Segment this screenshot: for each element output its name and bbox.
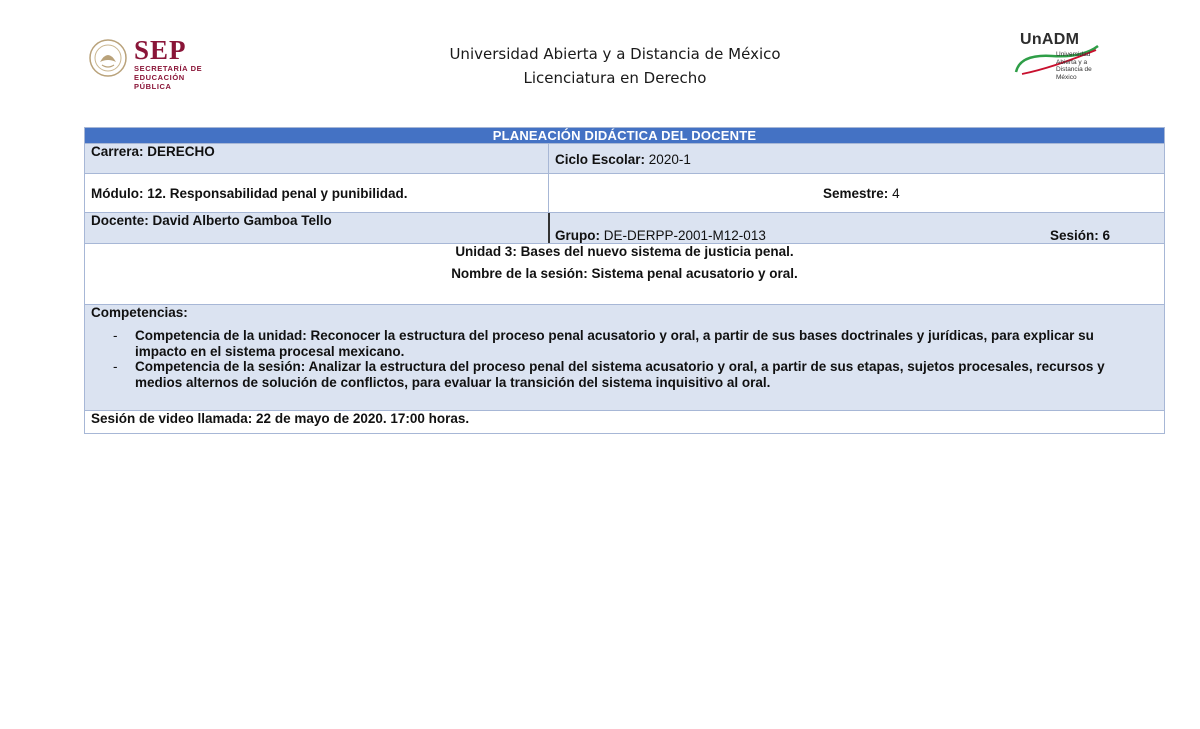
bullet-dash: - (113, 328, 118, 343)
row-docente (85, 213, 1164, 244)
grupo-value: DE-DERPP-2001-M12-013 (603, 228, 766, 243)
ciclo-value: 2020-1 (648, 152, 691, 167)
sep-line2: EDUCACIÓN PÚBLICA (134, 73, 185, 91)
competencia-sesion: Competencia de la sesión: Analizar la estructura del proceso penal del sistema acusatorio y oral, a partir de sus etapas, sujetos procesales, recursos y medios alternos de solución de conflictos, para evaluar la transición del sistema inquisitivo al oral. (135, 359, 1105, 390)
unidad-title: Unidad 3: Bases del nuevo sistema de justicia penal. (455, 244, 794, 259)
semestre-value: 4 (892, 186, 900, 201)
unadm-logo (1012, 28, 1102, 81)
bullet-dash: - (113, 359, 118, 374)
list-item (113, 328, 1143, 359)
unadm-line1: Universidad Abierta y a (1056, 51, 1091, 66)
videollamada-text: Sesión de video llamada: 22 de mayo de 2020. 17:00 horas. (91, 411, 470, 426)
ciclo-label: Ciclo Escolar: (555, 152, 646, 167)
unadm-subtitle (1056, 51, 1102, 81)
row-carrera (85, 144, 1164, 174)
divider (548, 144, 549, 173)
planning-table (84, 127, 1165, 434)
program-name: Licenciatura en Derecho (523, 69, 707, 87)
sep-name: SEP (134, 35, 187, 65)
sesion-label: Sesión: (1050, 228, 1099, 243)
sesion-value: 6 (1102, 228, 1111, 243)
sesion-cell (1050, 228, 1110, 244)
competencias-label: Competencias: (91, 305, 188, 320)
modulo-cell (91, 186, 408, 202)
carrera-label: Carrera: (91, 144, 144, 159)
competencia-unidad: Competencia de la unidad: Reconocer la estructura del proceso penal acusatorio y oral, a partir de sus bases doctrinales y jurídicas, para explicar su impacto en el sistema procesal mexicano. (135, 328, 1094, 359)
carrera-value: DERECHO (147, 144, 215, 159)
grupo-cell (555, 228, 766, 244)
row-unidad (85, 244, 1164, 305)
unadm-name: UnADM (1020, 31, 1080, 48)
table-title: PLANEACIÓN DIDÁCTICA DEL DOCENTE (85, 128, 1164, 144)
sep-line1: SECRETARÍA DE (134, 64, 203, 73)
divider (548, 213, 550, 243)
university-name: Universidad Abierta y a Distancia de México (449, 45, 781, 63)
ciclo-cell (555, 152, 691, 168)
row-videollamada (85, 411, 1164, 433)
competencias-list (113, 328, 1143, 390)
docente-value: David Alberto Gamboa Tello (152, 213, 332, 228)
docente-label: Docente: (91, 213, 149, 228)
row-competencias (85, 305, 1164, 411)
modulo-label: Módulo: (91, 186, 144, 201)
semestre-cell (823, 186, 900, 202)
semestre-label: Semestre: (823, 186, 889, 201)
list-item (113, 359, 1143, 390)
modulo-value: 12. Responsabilidad penal y punibilidad. (147, 186, 408, 201)
divider (548, 174, 549, 212)
session-name: Nombre de la sesión: Sistema penal acusatorio y oral. (451, 266, 798, 281)
row-modulo (85, 174, 1164, 213)
unadm-line2: Distancia de México (1056, 66, 1092, 81)
grupo-label: Grupo: (555, 228, 600, 243)
carrera-cell (91, 144, 215, 160)
docente-cell (91, 213, 332, 229)
